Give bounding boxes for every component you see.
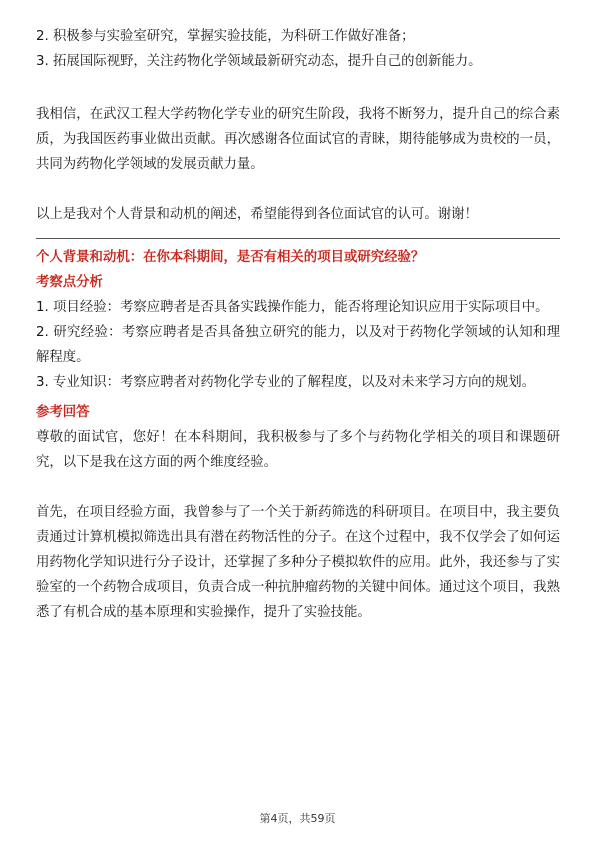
belief-paragraph: 我相信，在武汉工程大学药物化学专业的研究生阶段，我将不断努力，提升自己的综合素质，为我国医药事业做出贡献。再次感谢各位面试官的青睐，期待能够成为贵校的一员，共同为药物化学领域的发展贡献力量。 xyxy=(36,107,560,172)
document-body xyxy=(36,24,560,625)
list-item-3: 3. 拓展国际视野，关注药物化学领域最新研究动态，提升自己的创新能力。 xyxy=(36,54,482,69)
analysis-item-1: 1. 项目经验：考察应聘者是否具备实践操作能力，能否将理论知识应用于实际项目中。 xyxy=(36,300,549,315)
list-item-2: 2. 积极参与实验室研究，掌握实验技能，为科研工作做好准备； xyxy=(36,29,415,44)
answer-body: 首先，在项目经验方面，我曾参与了一个关于新药筛选的科研项目。在项目中，我主要负责通过计算机模拟筛选出具有潜在药物活性的分子。在这个过程中，我不仅学会了如何运用药物化学知识进行分子设计，还掌握了多种分子模拟软件的应用。此外，我还参与了实验室的一个药物合成项目，负责合成一种抗肿瘤药物的关键中间体。通过这个项目，我熟悉了有机合成的基本原理和实验操作，提升了实验技能。 xyxy=(36,505,560,620)
spacer xyxy=(36,475,560,500)
spacer xyxy=(36,177,560,202)
question-title: 个人背景和动机：在你本科期间，是否有相关的项目或研究经验？ xyxy=(36,250,425,265)
spacer xyxy=(36,74,560,102)
closing-paragraph: 以上是我对个人背景和动机的阐述，希望能得到各位面试官的认可。谢谢！ xyxy=(36,207,478,222)
analysis-item-3: 3. 专业知识：考察应聘者对药物化学专业的了解程度，以及对未来学习方向的规划。 xyxy=(36,375,536,390)
page-number: 第4页，共59页 xyxy=(259,812,336,825)
analysis-item-2: 2. 研究经验：考察应聘者是否具备独立研究的能力，以及对于药物化学领域的认知和理解程度。 xyxy=(36,325,560,365)
analysis-heading: 考察点分析 xyxy=(36,275,103,290)
answer-heading: 参考回答 xyxy=(36,405,90,420)
answer-intro: 尊敬的面试官，您好！在本科期间，我积极参与了多个与药物化学相关的项目和课题研究，以下是我在这方面的两个维度经验。 xyxy=(36,430,560,470)
section-divider xyxy=(36,238,560,239)
